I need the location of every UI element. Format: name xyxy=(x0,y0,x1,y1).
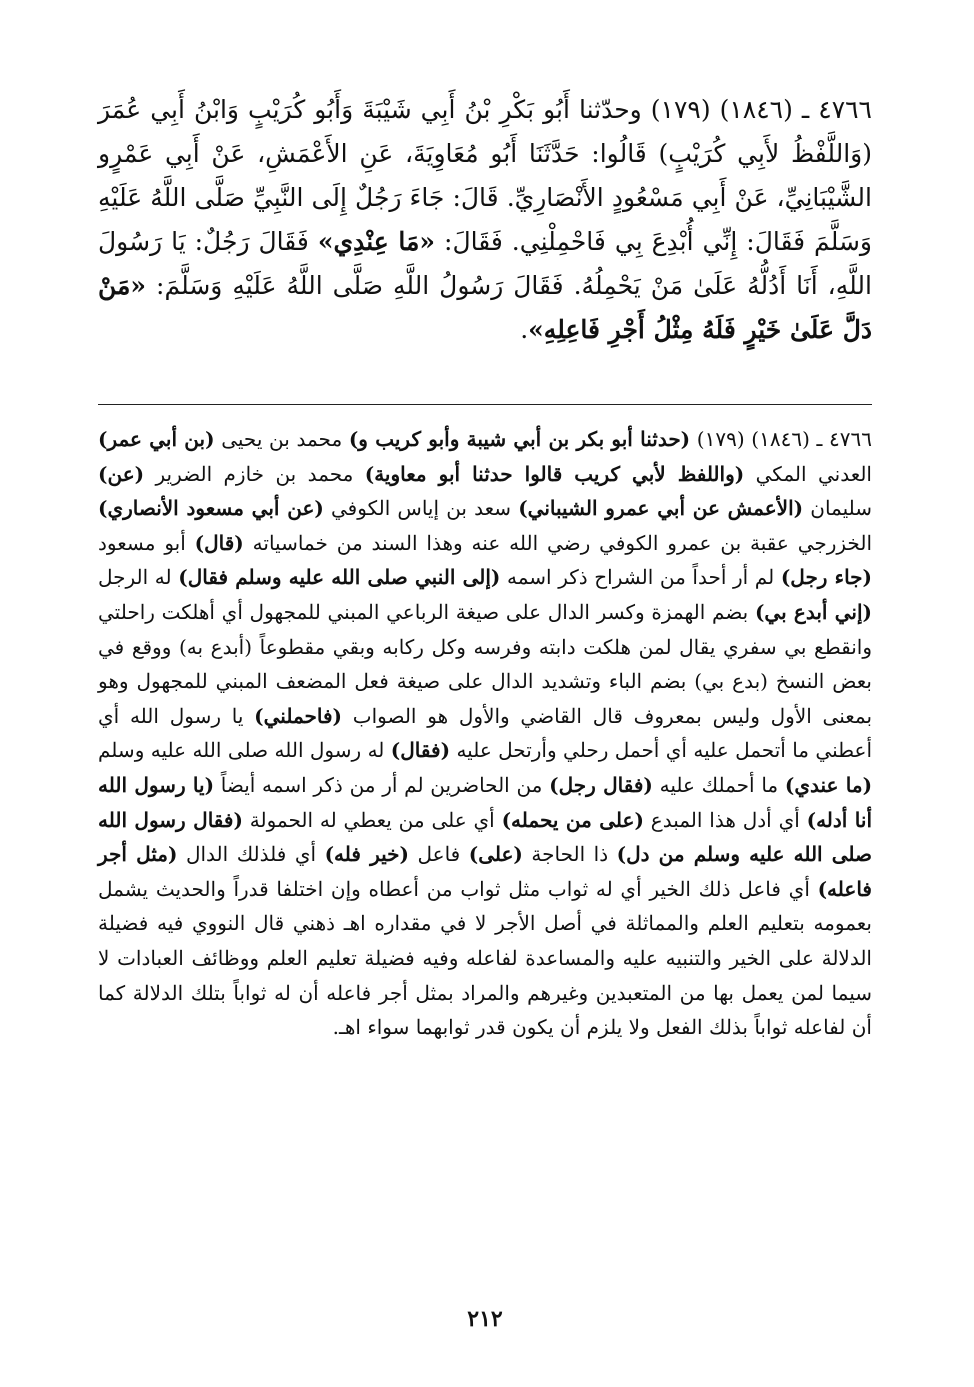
commentary-bold: (خير فله) xyxy=(324,842,409,867)
commentary-span: ذا الحاجة xyxy=(531,842,609,867)
hadith-text xyxy=(98,88,872,352)
commentary-bold: (فقال رسول الله صلى الله عليه وسلم من دل) xyxy=(98,807,872,867)
commentary-span: له رسول الله صلى الله عليه وسلم xyxy=(98,738,385,763)
hadith-text-2: فَقَالَ رَجُلٌ: يَا رَسُولَ اللَّهِ، أَنَا أَدُلُّهُ عَلَىٰ مَنْ يَحْمِلُهُ. فَقَالَ رَسُولُ اللَّهِ صَلَّى اللَّهُ عَلَيْهِ وَسَلَّمَ: xyxy=(98,227,872,300)
commentary-bold: (قال) xyxy=(194,530,244,555)
commentary-bold: (عن) xyxy=(98,461,145,486)
commentary-bold: (جاء رجل) xyxy=(780,565,872,590)
commentary-number: ٤٧٦٦ ـ (١٨٤٦) (١٧٩) xyxy=(696,427,873,451)
commentary-span: له الرجل xyxy=(98,565,172,590)
commentary-bold: (فقال) xyxy=(390,738,451,763)
commentary-bold: (الأعمش عن أبي عمرو الشيباني) xyxy=(518,496,804,521)
commentary-span: العدني المكي xyxy=(755,461,872,486)
commentary-span: من الحاضرين لم أر من ذكر اسمه أيضاً xyxy=(220,772,543,797)
hadith-quote-1: «مَا عِنْدِي» xyxy=(317,227,436,256)
commentary-bold: (فاحملني) xyxy=(254,703,343,728)
commentary-bold: (على من يحمله) xyxy=(501,807,644,832)
commentary-span: ما أحملك عليه xyxy=(659,772,779,797)
commentary-bold: (إلى النبي صلى الله عليه وسلم فقال) xyxy=(178,565,501,590)
commentary-span: الخزرجي عقبة بن عمرو الكوفي رضي الله عنه وهذا السند من خماسياته xyxy=(252,530,872,555)
commentary-span: بضم الهمزة وكسر الدال على صيغة الرباعي المبني للمجهول أي أهلكت راحلتي وانقطع بي سفري يقال لمن هلكت دابته وفرسه وكل ركابه وبقي مقطوعاً (أبدع به) ووقع في بعض النسخ (بدع بي) بضم الباء وتشديد الدال على صيغة فعل المضعف المبني للمجهول وهو بمعنى الأول وليس بمعروف قال القاضي والأول هو الصواب xyxy=(98,599,873,728)
commentary-span: أي فاعل ذلك الخير أي له ثواب مثل ثواب من أعطاه وإن اختلفا قدراً والحديث يشمل بعمومه بتعليم العلم والمماثلة في أصل الأجر لا في مقداره اهـ ذهني قال النووي فيه فضيلة الدلالة على الخير والتنبيه عليه والمساعدة لفاعله وفيه فضيلة تعليم العلم ووظائف العبادات لا سيما لمن يعمل بها من المتعبدين وغيرهم والمراد بمثل أجر فاعله أن له ثواباً بتلك الدلالة كما أن لفاعله ثواباً بذلك الفعل ولا يلزم أن يكون قدر ثوابهما سواء اهـ. xyxy=(98,876,872,1040)
commentary-span: أي فلذلك الدال xyxy=(185,842,317,867)
commentary-bold: (بن أبي عمر) xyxy=(98,427,215,451)
commentary-span: لم أر أحداً من الشراح ذكر اسمه xyxy=(506,565,775,590)
commentary-bold: (إني أبدع بي) xyxy=(754,599,873,624)
commentary-bold: (ما عندي) xyxy=(784,772,873,797)
commentary-bold: (فقال رجل) xyxy=(549,772,653,797)
hadith-number: ٤٧٦٦ ـ (١٨٤٦) (١٧٩) xyxy=(650,95,872,124)
commentary-span: أي على من يعطي له الحمولة xyxy=(249,807,495,832)
commentary-bold: (مثل أجر فاعله) xyxy=(98,842,872,901)
commentary-span: أبو مسعود xyxy=(98,530,186,555)
hadith-isnad: وحدّثنا أَبُو بَكْرِ بْنُ أَبِي شَيْبَةَ وَأَبُو كُرَيْبٍ وَابْنُ أَبِي عُمَرَ (وَاللَّفْظُ لأَبِي كُرَيْبٍ) قَالُوا: حَدَّثَنَا أَبُو مُعَاوِيَةَ، عَنِ الأَعْمَشِ، عَنْ أَبِي عَمْرٍو الشَّيْبَانِيِّ، عَنْ أَبِي مَسْعُودٍ الأَنْصَارِيِّ. قَالَ: جَاءَ رَجُلٌ إِلَى النَّبِيِّ صَلَّى اللَّهُ عَلَيْهِ وَسَلَّمَ فَقَالَ: إِنِّي أُبْدِعَ بِي فَاحْمِلْنِي. فَقَالَ: xyxy=(98,95,872,256)
commentary-span: فاعل xyxy=(417,842,461,867)
commentary-span: يا رسول الله أي أعطني ما أتحمل عليه أي أحمل رحلي وأرتحل عليه xyxy=(98,703,873,763)
page-number: ٢١٢ xyxy=(467,1306,503,1332)
hadith-quote-2: «مَنْ دَلَّ عَلَىٰ خَيْرٍ فَلَهُ مِثْلُ أَجْرِ فَاعِلِهِ» xyxy=(98,271,872,344)
commentary-span: محمد بن خازم الضرير xyxy=(155,461,354,486)
commentary-bold: (عن أبي مسعود الأنصاري) xyxy=(98,496,324,521)
commentary-text xyxy=(98,422,872,1045)
commentary-bold: (واللفظ لأبي كريب قالوا حدثنا أبو معاوية) xyxy=(364,461,745,486)
book-page xyxy=(98,88,872,1378)
commentary-bold: (على) xyxy=(468,842,523,867)
commentary-span: سليمان xyxy=(810,496,873,521)
commentary-bold: (حدثنا أبو بكر بن أبي شيبة وأبو كريب و) xyxy=(348,427,691,451)
commentary-span: أي أدل هذا المبدع xyxy=(650,807,800,832)
hadith-end: . xyxy=(520,315,529,344)
footnote-divider xyxy=(98,404,872,405)
commentary-bold: (يا رسول الله أنا أدله) xyxy=(98,772,873,832)
commentary-span: محمد بن يحيى xyxy=(221,427,343,451)
commentary-span: سعد بن إياس الكوفي xyxy=(331,496,512,521)
